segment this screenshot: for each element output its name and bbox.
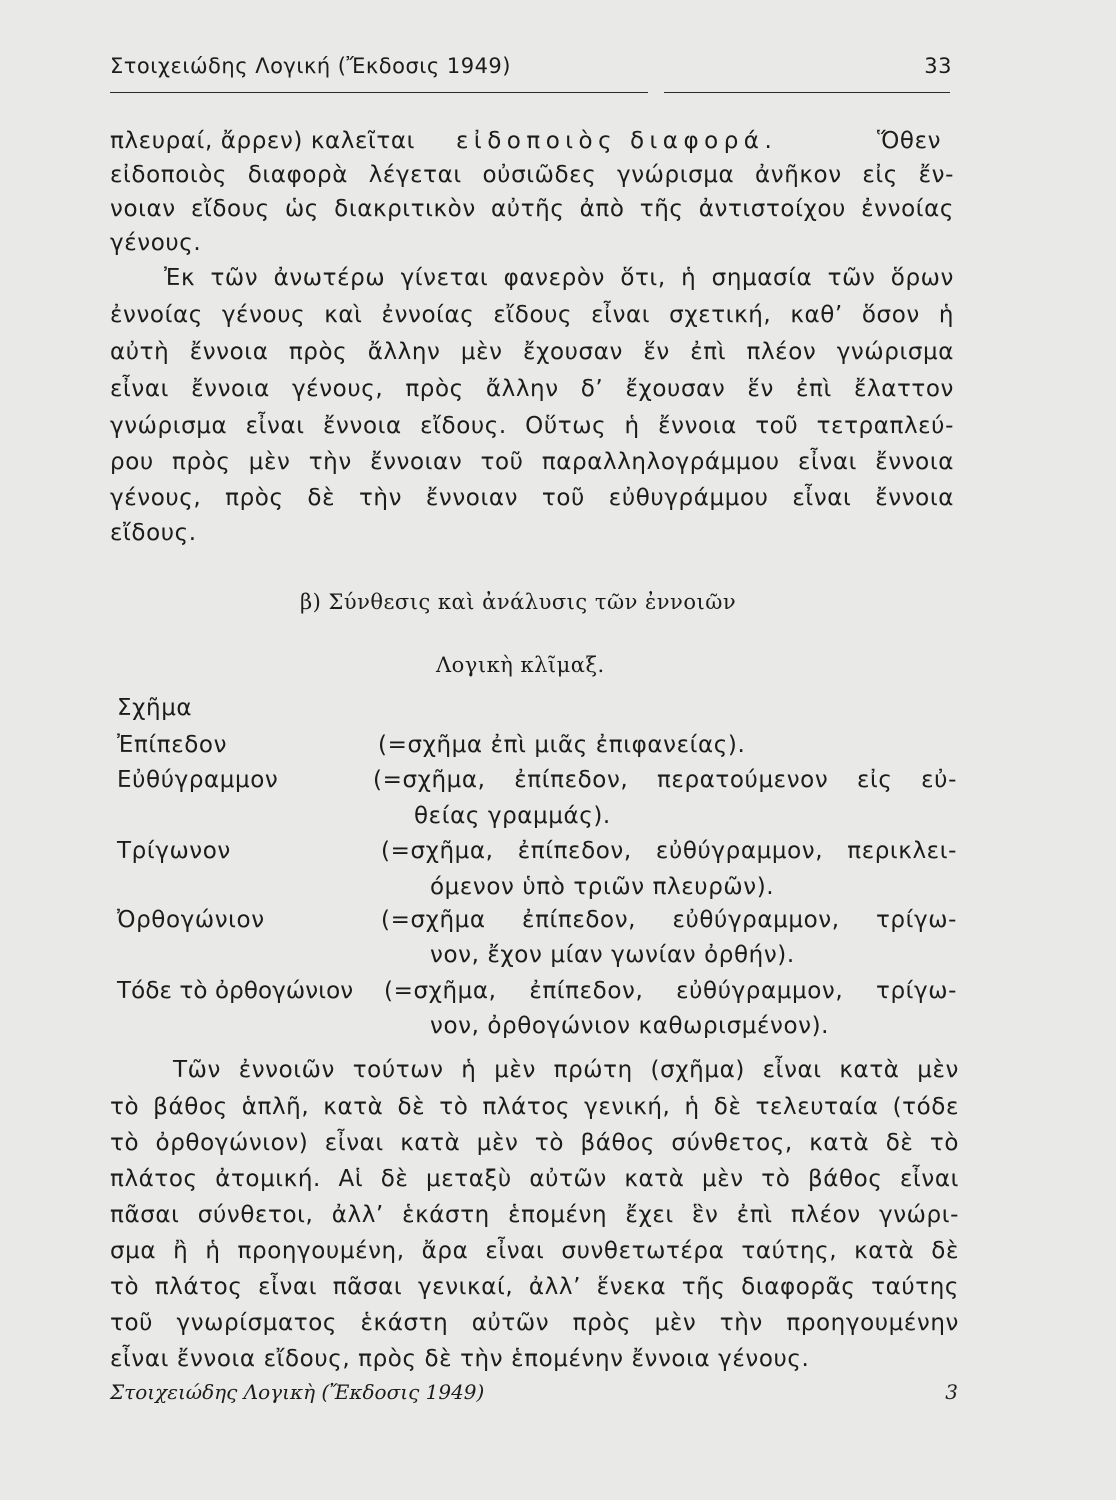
text-line: τὸ βάθος ἁπλῆ, κατὰ δὲ τὸ πλάτος γενική, ἡ δὲ τελευταία (τόδε	[110, 1094, 959, 1120]
text-line: νοιαν εἴδους ὡς διακριτικὸν αὐτῆς ἀπὸ τῆς ἀντιστοίχου ἐννοίας	[110, 196, 954, 222]
text-line: εἴδους.	[110, 520, 197, 546]
ladder-definition: (=σχῆμα, ἐπίπεδον, εὐθύγραμμον, τρίγω-	[384, 978, 957, 1004]
ladder-term: Τόδε τὸ ὀρθογώνιον	[117, 978, 354, 1004]
ladder-term: Εὐθύγραμμον	[117, 767, 279, 793]
ladder-definition: νον, ὀρθογώνιον καθωρισμένον).	[430, 1013, 830, 1039]
ladder-definition: νον, ἔχον μίαν γωνίαν ὀρθήν).	[430, 942, 795, 968]
footer-title: Στοιχειώδης Λογικὴ (Ἔκδοσις 1949)	[110, 1380, 485, 1404]
header-rule-right	[664, 92, 950, 93]
text-line: γένους.	[110, 230, 202, 256]
text-line: πᾶσαι σύνθετοι, ἀλλ’ ἑκάστη ἑπομένη ἔχει ἓν ἐπὶ πλέον γνώρι-	[110, 1202, 959, 1228]
text-line: Ἐκ τῶν ἀνωτέρω γίνεται φανερὸν ὅτι, ἡ σημασία τῶν ὅρων	[164, 265, 954, 291]
text-line: τοῦ γνωρίσματος ἑκάστη αὐτῶν πρὸς μὲν τὴν προηγουμένην	[110, 1310, 959, 1336]
text-line: Ὅθεν	[877, 128, 942, 154]
text-line: εἶναι ἔννοια εἴδους, πρὸς δὲ τὴν ἑπομένην ἔννοια γένους.	[110, 1346, 810, 1372]
page-footer	[110, 1380, 958, 1410]
ladder-term: Σχῆμα	[117, 695, 193, 721]
text-line: σμα ἢ ἡ προηγουμένη, ἄρα εἶναι συνθετωτέρα ταύτης, κατὰ δὲ	[110, 1238, 959, 1264]
text-line: αὐτὴ ἔννοια πρὸς ἄλλην μὲν ἔχουσαν ἕν ἐπὶ πλέον γνώρισμα	[110, 339, 954, 365]
text-line: γένους, πρὸς δὲ τὴν ἔννοιαν τοῦ εὐθυγράμμου εἶναι ἔννοια	[110, 485, 954, 511]
spaced-term: εἰδοποιὸς διαφορά.	[456, 128, 778, 154]
ladder-term: Ἐπίπεδον	[117, 732, 228, 758]
text-line: εἶναι ἔννοια γένους, πρὸς ἄλλην δ’ ἔχουσαν ἕν ἐπὶ ἔλαττον	[110, 376, 954, 402]
section-heading: β) Σύνθεσις καὶ ἀνάλυσις τῶν ἐννοιῶν	[300, 590, 737, 614]
text-line: πλευραί, ἄρρεν) καλεῖται	[110, 128, 416, 154]
ladder-definition: (=σχῆμα ἐπὶ μιᾶς ἐπιφανείας).	[378, 732, 746, 758]
text-line: γνώρισμα εἶναι ἔννοια εἴδους. Οὕτως ἡ ἔννοια τοῦ τετραπλεύ-	[110, 413, 954, 439]
ladder-definition: θείας γραμμάς).	[414, 803, 611, 829]
signature-mark: 3	[945, 1380, 958, 1404]
text-line: εἰδοποιὸς διαφορὰ λέγεται οὐσιῶδες γνώρισμα ἀνῆκον εἰς ἔν-	[110, 162, 954, 188]
text-line: ρου πρὸς μὲν τὴν ἔννοιαν τοῦ παραλληλογράμμου εἶναι ἔννοια	[110, 449, 954, 475]
text-line: τὸ πλάτος εἶναι πᾶσαι γενικαί, ἀλλ’ ἕνεκα τῆς διαφορᾶς ταύτης	[110, 1274, 959, 1300]
text-line: ἐννοίας γένους καὶ ἐννοίας εἴδους εἶναι σχετική, καθ’ ὅσον ἡ	[110, 302, 954, 328]
ladder-definition: (=σχῆμα ἐπίπεδον, εὐθύγραμμον, τρίγω-	[381, 907, 957, 933]
page-number: 33	[924, 54, 952, 78]
text-line: πλάτος ἀτομική. Αἱ δὲ μεταξὺ αὐτῶν κατὰ μὲν τὸ βάθος εἶναι	[110, 1166, 959, 1192]
subheading: Λογικὴ κλῖμαξ.	[436, 653, 605, 677]
text-line: Τῶν ἐννοιῶν τούτων ἡ μὲν πρώτη (σχῆμα) εἶναι κατὰ μὲν	[173, 1057, 959, 1083]
text-line: τὸ ὀρθογώνιον) εἶναι κατὰ μὲν τὸ βάθος σύνθετος, κατὰ δὲ τὸ	[110, 1130, 959, 1156]
header-rule-left	[110, 92, 648, 93]
running-head	[110, 54, 952, 84]
ladder-definition: (=σχῆμα, ἐπίπεδον, εὐθύγραμμον, περικλει-	[381, 838, 957, 864]
running-head-title: Στοιχειώδης Λογική (Ἔκδοσις 1949)	[110, 54, 511, 78]
ladder-term: Ὀρθογώνιον	[117, 907, 265, 933]
ladder-term: Τρίγωνον	[117, 838, 231, 864]
ladder-definition: όμενον ὑπὸ τριῶν πλευρῶν).	[430, 874, 775, 900]
ladder-definition: (=σχῆμα, ἐπίπεδον, περατούμενον εἰς εὐ-	[373, 767, 957, 793]
